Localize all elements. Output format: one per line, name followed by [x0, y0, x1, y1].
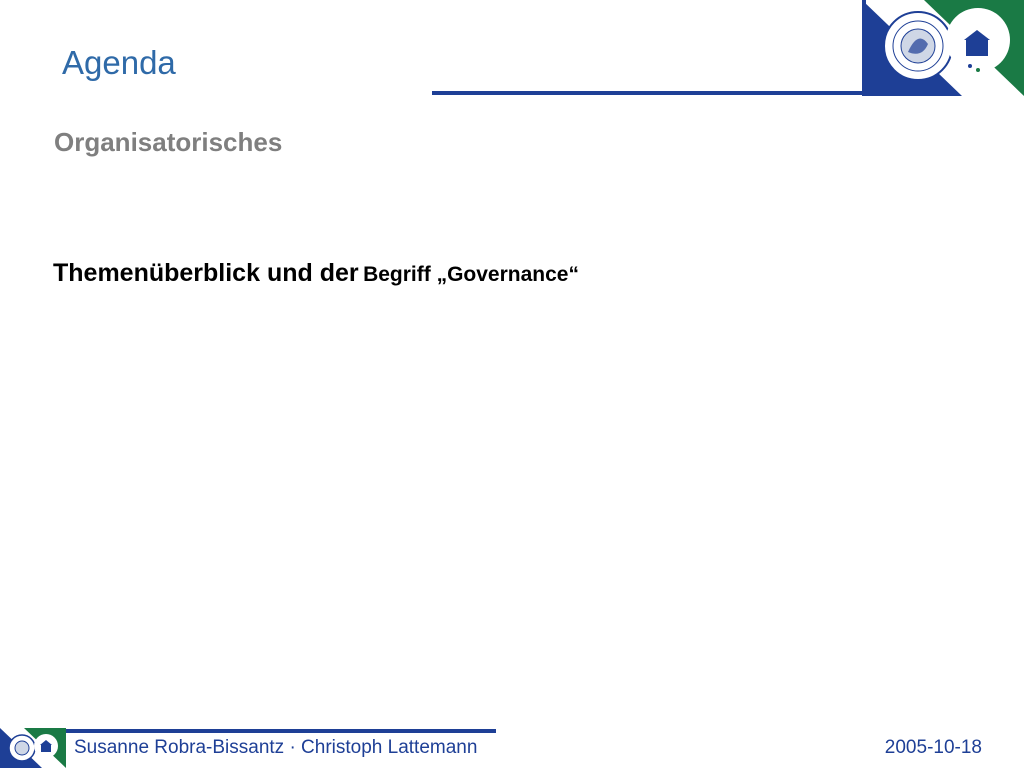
agenda-item-text-small: Begriff „Governance“	[363, 263, 579, 286]
slide-title: Agenda	[62, 44, 176, 81]
footer-university-logo	[0, 728, 66, 768]
agenda-item-organisatorisches: Organisatorisches	[54, 127, 283, 157]
agenda-item-text-large: Themenüberblick und der	[53, 259, 359, 287]
university-logo	[862, 0, 1024, 96]
agenda-item-themenueberblick	[53, 259, 579, 288]
footer-rule	[60, 729, 496, 733]
header-rule	[432, 91, 864, 95]
footer-date: 2005-10-18	[884, 737, 982, 758]
footer-authors: Susanne Robra-Bissantz · Christoph Lattemann	[74, 737, 478, 758]
